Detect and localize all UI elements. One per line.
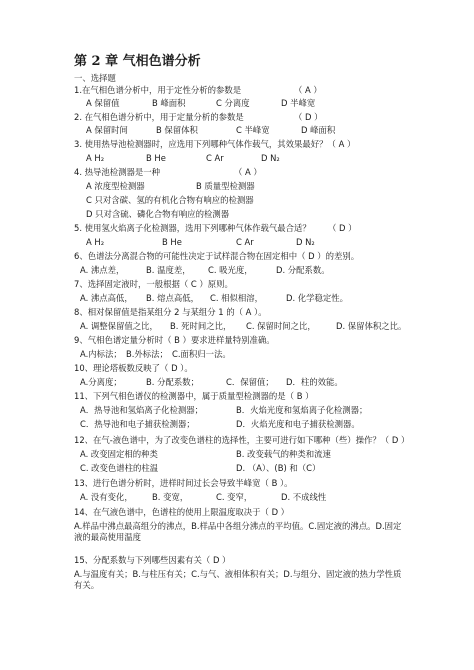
question-9-stem: 9、气相色谱定量分析时（ B ）要求进样量特别准确。 xyxy=(74,335,275,345)
question-6-stem: 6、色谱法分离混合物的可能性决定于试样混合物在固定相中（ D ）的差别。 xyxy=(74,251,360,261)
question-11-option-b: B．火焰光度和氢焰离子化检测器； xyxy=(236,405,368,415)
question-7-option-d: D. 化学稳定性。 xyxy=(286,293,349,303)
question-15-body: A.与温度有关；B.与柱压有关；C.与气、液相体积有关；D.与组分、固定液的热力学性质有关。 xyxy=(74,569,402,590)
question-5-option-b: B He xyxy=(162,237,182,247)
question-6-option-d: D. 分配系数。 xyxy=(276,265,330,275)
question-1-option-a: A 保留值 xyxy=(86,98,120,108)
question-5-option-d: D N₂ xyxy=(296,237,315,247)
question-11-stem: 11、下列气相色谱仪的检测器中，属于质量型检测器的是（ B ） xyxy=(74,391,314,401)
question-2-option-a: A 保留时间 xyxy=(86,125,128,135)
question-14-stem: 14、在气液色谱中，色谱柱的使用上限温度取决于（ D ） xyxy=(74,507,290,517)
question-4-option-a: A 浓度型检测器 xyxy=(86,181,145,191)
question-3-option-c: C Ar xyxy=(206,153,224,163)
question-15-stem: 15、分配系数与下列哪些因素有关（ D ） xyxy=(74,555,231,565)
question-3-option-a: A H₂ xyxy=(86,153,105,163)
question-12-stem: 12、在气-液色谱中，为了改变色谱柱的选择性，主要可进行如下哪种（些）操作？（ D ） xyxy=(74,435,410,445)
question-9-option-b: B.外标法； xyxy=(126,349,168,359)
chapter-title: 第 2 章 气相色谱分析 xyxy=(74,54,201,69)
question-5-option-c: C Ar xyxy=(236,237,254,247)
question-1-option-b: B 峰面积 xyxy=(152,98,186,108)
question-5-option-a: A H₂ xyxy=(86,237,105,247)
question-8-option-d: D. 保留体积之比。 xyxy=(336,321,407,331)
question-12-option-b: B. 改变载气的种类和流速 xyxy=(236,449,331,459)
question-3-option-b: B He xyxy=(146,153,166,163)
question-7-option-a: A. 沸点高低， xyxy=(80,293,133,303)
question-7-option-b: B. 熔点高低， xyxy=(146,293,199,303)
question-7-stem: 7、选择固定液时，一般根据（ C ）原则。 xyxy=(74,279,233,289)
question-10-option-c: C．保留值； xyxy=(226,377,274,387)
question-8-option-b: B. 死时间之比， xyxy=(170,321,232,331)
question-1-stem: 1.在气相色谱分析中，用于定性分析的参数是 xyxy=(74,85,242,95)
section-heading: 一、选择题 xyxy=(74,73,116,83)
question-3-stem: 3. 使用热导池检测器时，应选用下列哪种气体作载气，其效果最好？（ A ） xyxy=(74,139,356,149)
question-8-stem: 8、相对保留值是指某组分 2 与某组分 1 的（ A ）。 xyxy=(74,307,267,317)
question-11-option-c: C．热导池和电子捕获检测器； xyxy=(80,419,195,429)
question-13-option-c: C. 变窄， xyxy=(216,492,253,502)
question-6-option-b: B. 温度差， xyxy=(146,265,191,275)
question-5-stem: 5. 使用氢火焰离子化检测器，选用下列哪种气体作载气最合适？ xyxy=(74,223,311,233)
question-10-stem: 10、理论塔板数反映了（ D ）。 xyxy=(74,363,193,373)
question-13-option-a: A. 没有变化， xyxy=(80,492,133,502)
question-11-option-a: A．热导池和氢焰离子化检测器； xyxy=(80,405,203,415)
question-1-answer: （ A ） xyxy=(294,85,322,95)
question-5-answer: （ D ） xyxy=(328,223,357,233)
question-10-option-d: D．柱的效能。 xyxy=(286,377,343,387)
question-6-option-c: C. 吸光度， xyxy=(208,265,253,275)
question-12-option-c: C. 改变色谱柱的柱温 xyxy=(80,463,159,473)
question-12-option-a: A. 改变固定相的种类 xyxy=(80,449,158,459)
question-1-option-d: D 半峰宽 xyxy=(281,98,316,108)
question-2-option-b: B 保留体积 xyxy=(156,125,198,135)
question-2-option-c: C 半峰宽 xyxy=(236,125,270,135)
question-10-option-b: B. 分配系数； xyxy=(146,377,199,387)
question-4-option-b: B 质量型检测器 xyxy=(196,181,255,191)
question-13-option-b: B. 变宽， xyxy=(152,492,189,502)
question-10-option-a: A.分离度； xyxy=(80,377,122,387)
question-4-answer: （ A ） xyxy=(234,167,262,177)
question-7-option-c: C. 相似相溶， xyxy=(210,293,264,303)
question-2-answer: （ D ） xyxy=(294,112,323,122)
question-1-option-c: C 分离度 xyxy=(216,98,250,108)
question-11-option-d: D．火焰光度和电子捕获检测器。 xyxy=(236,419,360,429)
question-4-option-c: C 只对含碳、氢的有机化合物有响应的检测器 xyxy=(86,195,254,205)
question-2-stem: 2. 在气相色谱分析中，用于定量分析的参数是 xyxy=(74,112,244,122)
question-4-option-d: D 只对含硫、磷化合物有响应的检测器 xyxy=(86,209,230,219)
question-13-stem: 13、进行色谱分析时，进样时间过长会导致半峰宽（ B ）。 xyxy=(74,478,293,488)
question-12-option-d: D. （A）、(B) 和（C） xyxy=(236,463,321,473)
question-9-option-a: A.内标法； xyxy=(80,349,122,359)
question-6-option-a: A. 沸点差， xyxy=(80,265,125,275)
question-8-option-a: A. 调整保留值之比， xyxy=(80,321,158,331)
question-14-body: A.样品中沸点最高组分的沸点，B.样品中各组分沸点的平均值。C.固定液的沸点。D.固定液的最高使用温度 xyxy=(74,521,402,542)
question-2-option-d: D 峰面积 xyxy=(301,125,336,135)
question-3-option-d: D N₂ xyxy=(261,153,280,163)
question-13-option-d: D. 不成线性 xyxy=(281,492,327,502)
question-4-stem: 4. 热导池检测器是一种 xyxy=(74,167,161,177)
question-8-option-c: C. 保留时间之比， xyxy=(246,321,316,331)
question-9-option-c: C.面积归一法。 xyxy=(172,349,231,359)
